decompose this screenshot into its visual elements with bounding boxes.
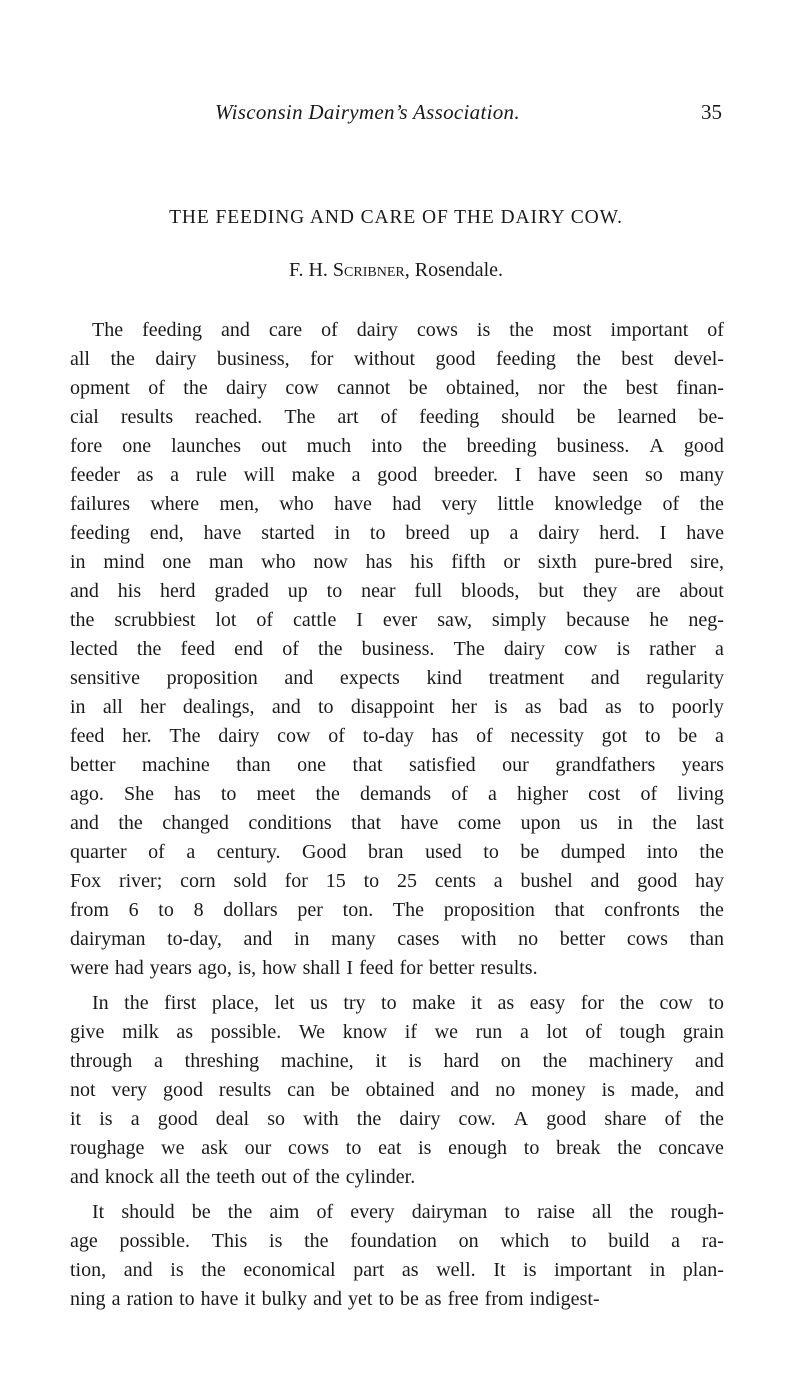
paragraph [70, 1198, 724, 1314]
text-line: the scrubbiest lot of cattle I ever saw, simply because he neg- [70, 609, 724, 631]
text-line: dairyman to-day, and in many cases with no better cows than [70, 928, 724, 950]
author-initials: F. H. [288, 259, 328, 281]
text-line: better machine than one that satisfied our grandfathers years [70, 754, 724, 776]
text-line: feeder as a rule will make a good breeder. I have seen so many [70, 464, 724, 486]
text-line: in mind one man who now has his fifth or sixth pure-bred sire, [70, 551, 724, 573]
text-line: ning a ration to have it bulky and yet to be as free from indigest- [70, 1288, 600, 1310]
text-line: roughage we ask our cows to eat is enough to break the concave [70, 1137, 724, 1159]
text-line: opment of the dairy cow cannot be obtained, nor the best finan- [70, 377, 724, 399]
text-line: give milk as possible. We know if we run a lot of tough grain [70, 1021, 724, 1043]
text-line: and his herd graded up to near full bloods, but they are about [70, 580, 724, 602]
text-line: tion, and is the economical part as well. It is important in plan- [70, 1259, 724, 1281]
author-surname: Scribner, [332, 259, 410, 281]
text-line: In the first place, let us try to make it as easy for the cow to [92, 992, 724, 1014]
text-line: all the dairy business, for without good feeding the best devel- [70, 348, 724, 370]
text-line: in all her dealings, and to disappoint her is as bad as to poorly [70, 696, 724, 718]
text-line: age possible. This is the foundation on which to build a ra- [70, 1230, 724, 1252]
text-line: It should be the aim of every dairyman to raise all the rough- [92, 1201, 724, 1223]
byline [70, 259, 722, 282]
text-line: feeding end, have started in to breed up a dairy herd. I have [70, 522, 724, 544]
text-line: through a threshing machine, it is hard on the machinery and [70, 1050, 724, 1072]
text-line: quarter of a century. Good bran used to be dumped into the [70, 841, 724, 863]
text-line: failures where men, who have had very little knowledge of the [70, 493, 724, 515]
author-location: Rosendale. [414, 259, 504, 281]
text-line: cial results reached. The art of feeding should be learned be- [70, 406, 724, 428]
text-line: and knock all the teeth out of the cylinder. [70, 1166, 416, 1188]
text-line: The feeding and care of dairy cows is the most important of [92, 319, 724, 341]
page-number: 35 [701, 100, 722, 124]
text-line: fore one launches out much into the breeding business. A good [70, 435, 724, 457]
article-title: THE FEEDING AND CARE OF THE DAIRY COW. [169, 207, 623, 228]
text-line: not very good results can be obtained and no money is made, and [70, 1079, 724, 1101]
text-line: it is a good deal so with the dairy cow. A good share of the [70, 1108, 724, 1130]
paragraph [70, 316, 724, 983]
body-text [70, 316, 724, 1320]
running-title: Wisconsin Dairymen’s Association. [215, 100, 520, 124]
text-line: from 6 to 8 dollars per ton. The proposition that confronts the [70, 899, 724, 921]
text-line: and the changed conditions that have come upon us in the last [70, 812, 724, 834]
text-line: were had years ago, is, how shall I feed for better results. [70, 957, 538, 979]
text-line: sensitive proposition and expects kind treatment and regularity [70, 667, 724, 689]
text-line: feed her. The dairy cow of to-day has of necessity got to be a [70, 725, 724, 747]
paragraph [70, 989, 724, 1192]
text-line: ago. She has to meet the demands of a higher cost of living [70, 783, 724, 805]
text-line: lected the feed end of the business. The dairy cow is rather a [70, 638, 724, 660]
text-line: Fox river; corn sold for 15 to 25 cents a bushel and good hay [70, 870, 724, 892]
running-head [70, 100, 722, 130]
